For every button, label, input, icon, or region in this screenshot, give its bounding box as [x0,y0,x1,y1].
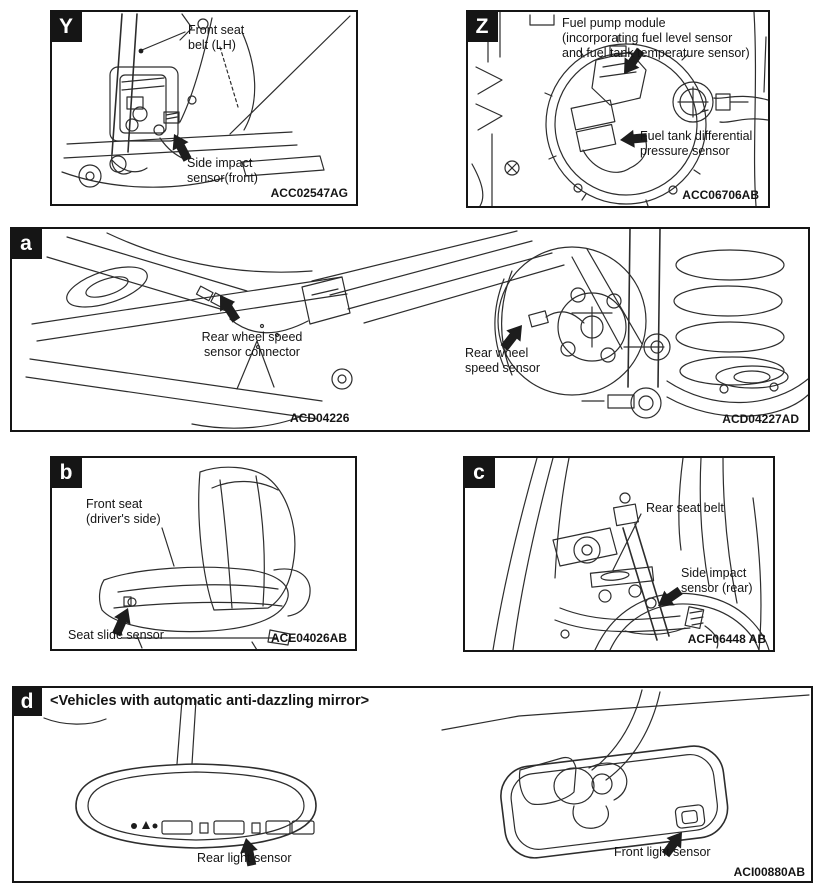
label-rear-light-sensor: Rear light sensor [197,851,292,865]
label-fuel-pump-module: Fuel pump module (incorporating fuel level sensor and fuel tank temperature sensor) [562,16,750,60]
panel-tag-a: a [10,227,42,259]
label-front-seat: Front seat (driver's side) [86,497,161,526]
label-side-impact-sensor-front: Side impact sensor(front) [187,156,258,185]
panel-d [12,686,813,883]
label-front-seat-belt: Front seat belt (LH) [188,23,245,52]
figure-code: ACE04026AB [270,631,347,645]
label-front-light-sensor: Front light sensor [614,845,711,859]
label-rear-seat-belt: Rear seat belt [646,501,724,515]
front-seat-drawing [52,458,355,649]
panel-tag-d: d [12,686,42,716]
label-fuel-tank-pressure-sensor: Fuel tank differential pressure sensor [640,129,753,158]
figure-code: ACC06706AB [682,188,759,202]
panel-y [50,10,358,206]
figure-code: ACD04226 [290,411,350,425]
panel-d-heading: <Vehicles with automatic anti-dazzling mirror> [50,693,370,709]
panel-a [10,227,810,432]
figure-code: ACC02547AG [270,186,348,200]
panel-b [50,456,357,651]
label-rear-wheel-speed-sensor: Rear wheel speed sensor [465,346,541,375]
rear-wheel-speed-sensor-drawing [12,229,808,430]
panel-tag-c: c [463,456,495,488]
label-seat-slide-sensor: Seat slide sensor [68,628,164,642]
figure-code: ACI00880AB [733,865,805,879]
panel-z [466,10,770,208]
panel-tag-y: Y [50,10,82,42]
panel-c [463,456,775,652]
rear-seat-belt-drawing [465,458,773,650]
panel-tag-b: b [50,456,82,488]
figure-code: ACF06448 AB [687,632,766,646]
panel-tag-z: Z [466,10,498,42]
label-rear-wheel-speed-sensor-connector: Rear wheel speed sensor connector [201,330,303,359]
label-side-impact-sensor-rear: Side impact sensor (rear) [681,566,753,595]
indicator-icons [131,823,137,829]
figure-code: ACD04227AD [722,412,799,426]
